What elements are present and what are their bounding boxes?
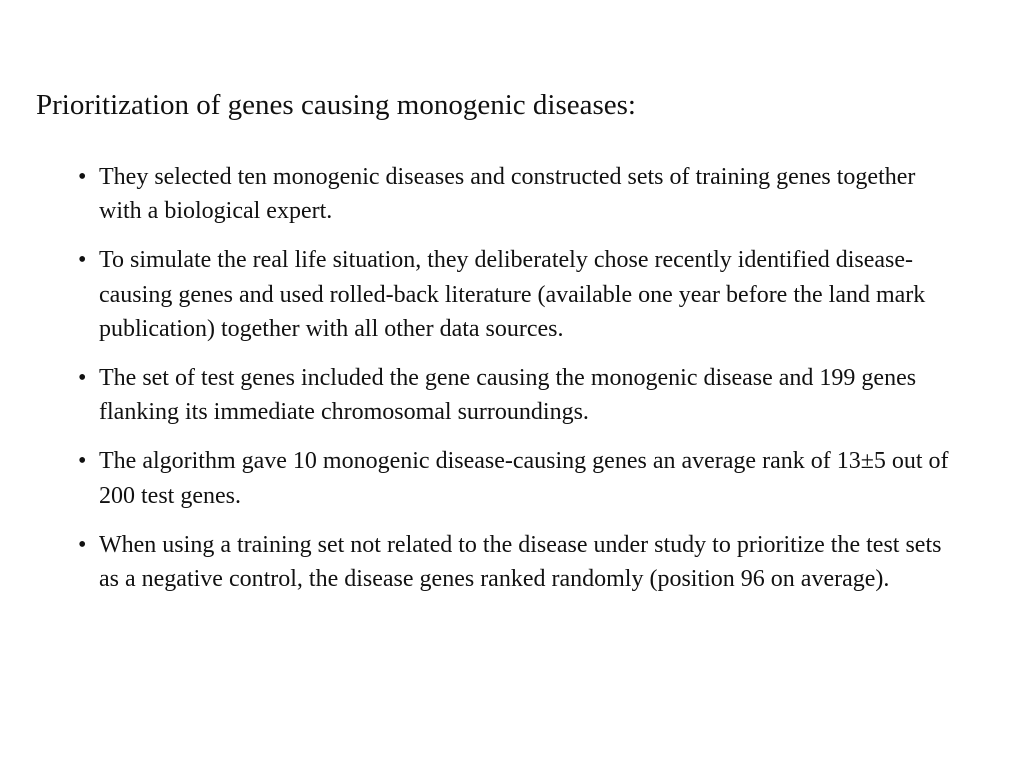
bullet-dot-icon: • [78,448,87,475]
bullet-text: The algorithm gave 10 monogenic disease-causing genes an average rank of 13±5 out of 200 test genes. [99,448,949,509]
bullet-list [78,160,958,611]
bullet-text: They selected ten monogenic diseases and constructed sets of training genes together with a biological expert. [99,164,916,225]
bullet-item [78,243,958,346]
bullet-text: To simulate the real life situation, they deliberately chose recently identified disease-causing genes and used rolled-back literature (available one year before the land mark publication) together with all other data sources. [99,247,926,342]
bullet-dot-icon: • [78,164,87,190]
bullet-item [78,444,958,512]
bullet-dot-icon: • [78,531,87,558]
bullet-item [78,160,958,228]
bullet-text: The set of test genes included the gene causing the monogenic disease and 199 genes flanking its immediate chromosomal surroundings. [99,365,917,426]
bullet-dot-icon: • [78,247,87,274]
bullet-text: When using a training set not related to the disease under study to prioritize the test sets as a negative control, the disease genes ranked randomly (position 96 on average). [99,531,942,593]
slide-title: Prioritization of genes causing monogenic diseases: [36,89,636,121]
bullet-item [78,528,958,596]
bullet-item [78,361,958,429]
bullet-dot-icon: • [78,365,87,392]
